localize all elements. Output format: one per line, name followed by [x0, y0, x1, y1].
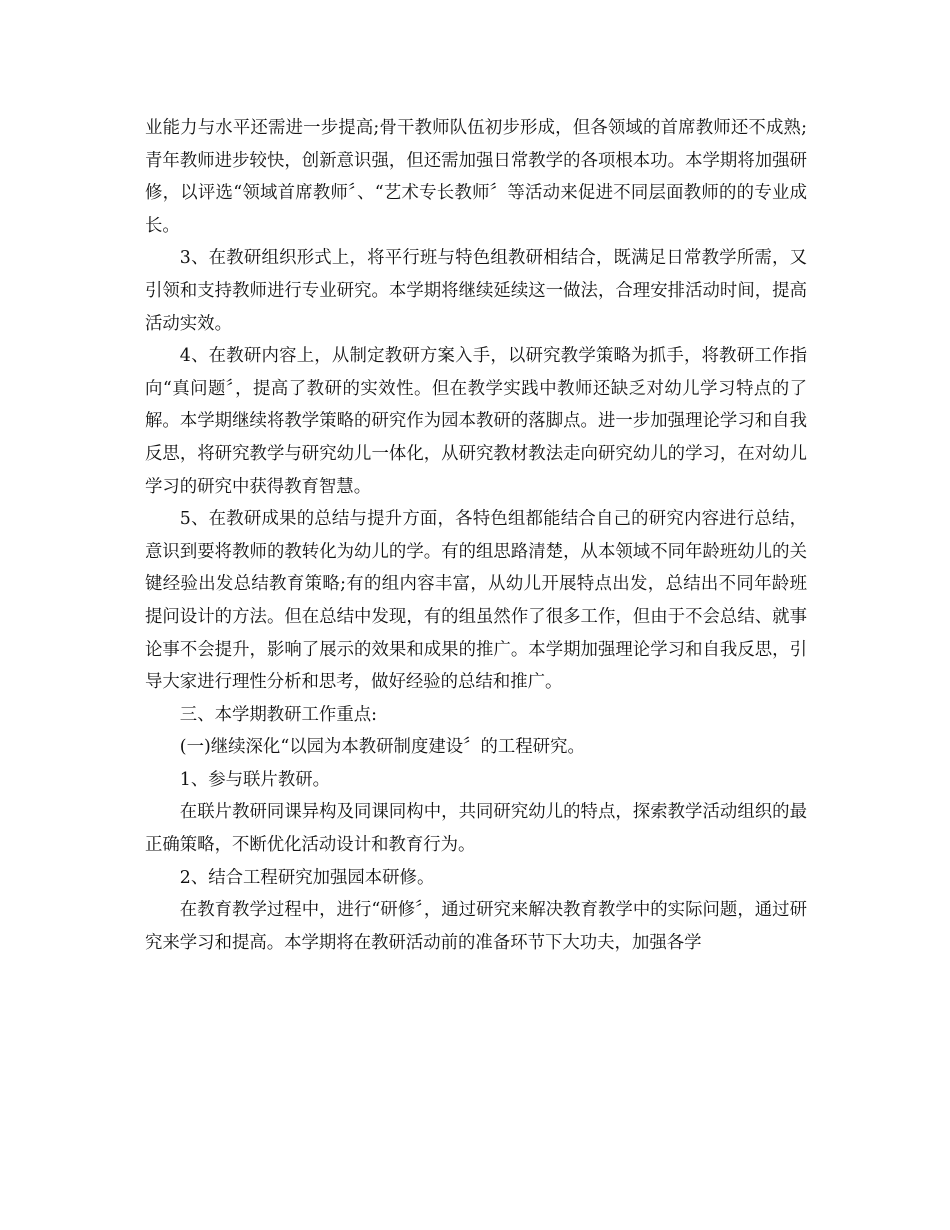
subsection-heading-1: (一)继续深化“以园为本教研制度建设〞的工程研究。 [179, 737, 585, 758]
document-body [145, 112, 807, 959]
paragraph-joint-research: 在联片教研同课异构及同课同构中，共同研究幼儿的特点，探索教学活动组织的最正确策略，不断优化活动设计和教育行为。 [145, 802, 807, 856]
list-item-2-heading: 2、结合工程研究加强园本研修。 [179, 867, 435, 888]
paragraph-item-5-results: 5、在教研成果的总结与提升方面，各特色组都能结合自己的研究内容进行总结，意识到要将教师的教转化为幼儿的学。有的组思路清楚，从本领域不同年龄班幼儿的关键经验出发总结教育策略;有的组内容丰富，从幼儿开展特点出发，总结出不同年龄班提问设计的方法。但在总结中发现，有的组虽然作了很多工作，但由于不会总结、就事论事不会提升，影响了展示的效果和成果的推广。本学期加强理论学习和自我反思，引导大家进行理性分析和思考，做好经验的总结和推广。 [145, 509, 807, 693]
paragraph-continued-teacher-growth: 业能力与水平还需进一步提高;骨干教师队伍初步形成，但各领域的首席教师还不成熟;青年教师进步较快，创新意识强，但还需加强日常教学的各项根本功。本学期将加强研修，以评选“领域首席教师〞、“艺术专长教师〞等活动来促进不同层面教师的的专业成长。 [145, 118, 807, 236]
section-heading-3: 三、本学期教研工作重点: [179, 704, 377, 725]
list-item-1-heading: 1、参与联片教研。 [179, 769, 330, 790]
paragraph-item-3-organization: 3、在教研组织形式上，将平行班与特色组教研相结合，既满足日常教学所需，又引领和支持教师进行专业研究。本学期将继续延续这一做法，合理安排活动时间，提高活动实效。 [145, 248, 807, 334]
paragraph-research-practice: 在教育教学过程中，进行“研修〞，通过研究来解决教育教学中的实际问题，通过研究来学习和提高。本学期将在教研活动前的准备环节下大功夫，加强各学 [145, 900, 807, 953]
paragraph-item-4-content: 4、在教研内容上，从制定教研方案入手，以研究教学策略为抓手，将教研工作指向“真问题〞，提高了教研的实效性。但在教学实践中教师还缺乏对幼儿学习特点的了解。本学期继续将教学策略的研究作为园本教研的落脚点。进一步加强理论学习和自我反思，将研究教学与研究幼儿一体化，从研究教材教法走向研究幼儿的学习，在对幼儿学习的研究中获得教育智慧。 [145, 346, 807, 497]
